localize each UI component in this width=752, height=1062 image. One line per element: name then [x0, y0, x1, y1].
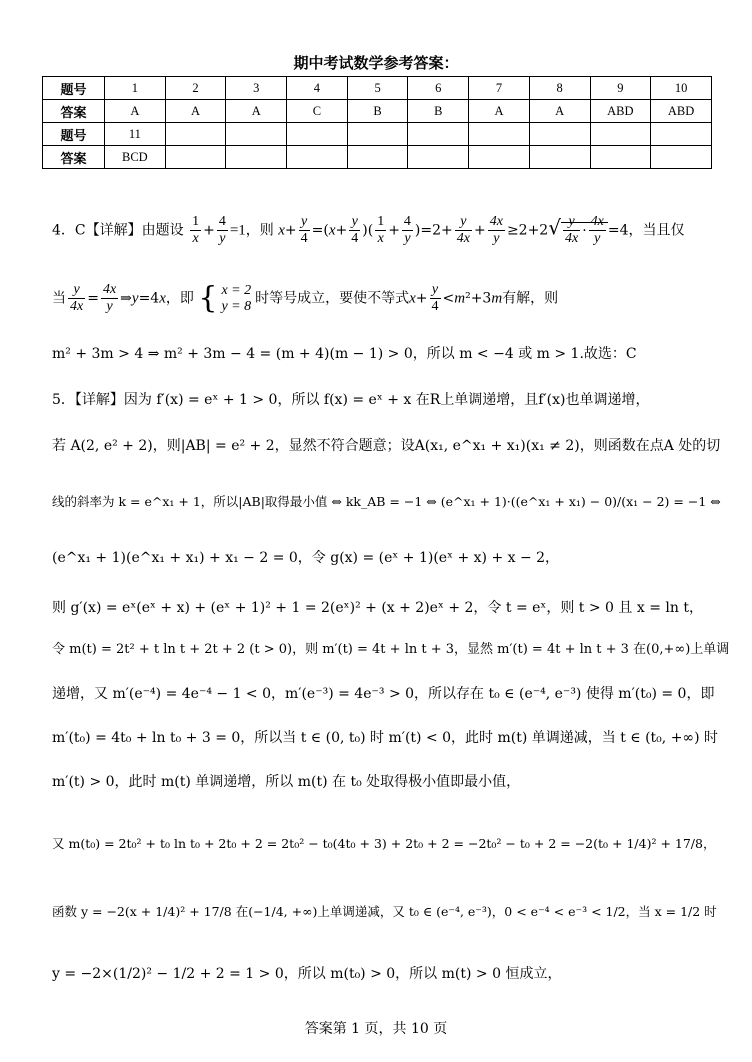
row-label: 答案 [43, 100, 105, 123]
q4-text: 有解，则 [502, 290, 559, 307]
table-cell: B [408, 100, 469, 123]
table-row [43, 77, 712, 100]
table-cell [226, 146, 287, 169]
q5-line-5: 则 g′(x) = eˣ(eˣ + x) + (eˣ + 1)² + 1 = 2(eˣ)² + (x + 2)eˣ + 2，令 t = eˣ，则 t > 0 且 x = ln t， [52, 600, 703, 616]
page-title: 期中考试数学参考答案： [293, 54, 459, 72]
q4-text: ，则 [245, 222, 274, 239]
table-cell: A [165, 100, 226, 123]
fraction: $\frac{4x}{y}$ [489, 214, 503, 246]
table-cell: BCD [105, 146, 166, 169]
q4-text: ，即 [165, 290, 194, 307]
table-cell: 11 [105, 123, 166, 146]
table-cell [165, 123, 226, 146]
table-row [43, 146, 712, 169]
table-cell [165, 146, 226, 169]
table-cell [651, 123, 712, 146]
table-cell: A [529, 100, 590, 123]
table-cell [287, 123, 348, 146]
fraction: $\frac{4}{y}$ [218, 214, 226, 246]
q4-text: 当 [52, 290, 66, 307]
table-cell [226, 123, 287, 146]
q4-line-1: 4．C【详解】由题设 $\frac{1}{x}$ + $\frac{4}{y}$ =1，则 x+ $\frac{y}{4}$ =(x+ $\frac{y}{4}$ )( $\frac{1}{x}$ + $\frac{4}{y}$ )=2+ $\frac{y}{4x}$ + $\frac{4x}{y}$ ≥2+2√ $\frac{y}{4x}$ · $\frac{4x}{y}$ =4，当且仅 [52, 214, 685, 246]
q5-line-8: m′(t₀) = 4t₀ + ln t₀ + 3 = 0，所以当 t ∈ (0, t₀) 时 m′(t) < 0，此时 m(t) 单调递减，当 t ∈ (t₀, +∞) 时 [52, 730, 719, 746]
q4-text: ，当且仅 [628, 222, 685, 239]
q4-line-3: m² + 3m > 4 ⇒ m² + 3m − 4 = (m + 4)(m − 1) > 0，所以 m < −4 或 m > 1.故选：C [52, 346, 637, 362]
table-cell [469, 123, 530, 146]
table-cell: 6 [408, 77, 469, 100]
table-cell [287, 146, 348, 169]
fraction: $\frac{y}{4}$ [431, 282, 439, 314]
q5-line-10: 又 m(t₀) = 2t₀² + t₀ ln t₀ + 2t₀ + 2 = 2t₀² − t₀(4t₀ + 3) + 2t₀ + 2 = −2t₀² − t₀ + 2 = −2(t₀ + 1/4)² + 17/8， [52, 836, 716, 851]
table-cell: ABD [651, 100, 712, 123]
table-row [43, 100, 712, 123]
table-cell: ABD [590, 100, 651, 123]
fraction: $\frac{1}{x}$ [377, 214, 385, 246]
table-cell: 4 [287, 77, 348, 100]
table-cell [590, 123, 651, 146]
fraction: $\frac{y}{4}$ [300, 214, 308, 246]
table-cell [529, 123, 590, 146]
table-cell [529, 146, 590, 169]
page-footer: 答案第 1 页，共 10 页 [304, 1021, 448, 1037]
table-cell: 9 [590, 77, 651, 100]
answer-table [42, 76, 712, 169]
fraction: $\frac{4x}{y}$ [102, 282, 117, 314]
fraction: $\frac{y}{4}$ [351, 214, 359, 246]
table-cell: 3 [226, 77, 287, 100]
table-cell: A [469, 100, 530, 123]
row-label: 题号 [43, 123, 105, 146]
table-cell: A [226, 100, 287, 123]
table-cell: C [287, 100, 348, 123]
q5-line-4: (e^x₁ + 1)(e^x₁ + x₁) + x₁ − 2 = 0，令 g(x) = (eˣ + 1)(eˣ + x) + x − 2， [52, 550, 560, 566]
table-cell: 8 [529, 77, 590, 100]
q5-line-9: m′(t) > 0，此时 m(t) 单调递增，所以 m(t) 在 t₀ 处取得极小值即最小值， [52, 774, 521, 790]
table-cell [590, 146, 651, 169]
fraction: $\frac{y}{4x}$ [564, 214, 579, 246]
table-cell: 5 [347, 77, 408, 100]
table-cell: A [105, 100, 166, 123]
table-cell [408, 146, 469, 169]
q4-text: 时等号成立，要使不等式 [255, 290, 410, 307]
q4-line-2: 当 $\frac{y}{4x}$ = $\frac{4x}{y}$ ⇒y=4x，即 { x = 2 y = 8 时等号成立，要使不等式x+ $\frac{y}{4}$ <m²+3m有解，则 [52, 280, 559, 316]
table-cell: 7 [469, 77, 530, 100]
brace-system: x = 2 y = 8 [221, 282, 252, 314]
q5-line-2: 若 A(2, e² + 2)，则|AB| = e² + 2，显然不符合题意；设A(x₁, e^x₁ + x₁)(x₁ ≠ 2)，则函数在点A 处的切 [52, 438, 721, 454]
q5-line-12: y = −2×(1/2)² − 1/2 + 2 = 1 > 0，所以 m(t₀) > 0，所以 m(t) > 0 恒成立， [52, 966, 562, 982]
q5-line-7: 递增，又 m′(e⁻⁴) = 4e⁻⁴ − 1 < 0，m′(e⁻³) = 4e⁻³ > 0，所以存在 t₀ ∈ (e⁻⁴, e⁻³) 使得 m′(t₀) = 0，即 [52, 686, 715, 702]
fraction: $\frac{1}{x}$ [192, 214, 200, 246]
table-cell: 1 [105, 77, 166, 100]
q4-text: 4．C【详解】由题设 [52, 222, 184, 239]
q5-line-11: 函数 y = −2(x + 1/4)² + 17/8 在(−1/4, +∞)上单调递减，又 t₀ ∈ (e⁻⁴, e⁻³)，0 < e⁻⁴ < e⁻³ < 1/2，当 x = 1/2 时 [52, 904, 717, 919]
table-cell [651, 146, 712, 169]
table-cell [347, 146, 408, 169]
q5-line-3: 线的斜率为 k = e^x₁ + 1，所以|AB|取得最小值 ⇔ kk_AB = −1 ⇔ (e^x₁ + 1)·((e^x₁ + x₁) − 0)/(x₁ − 2) = −1 ⇔ [52, 494, 721, 509]
fraction: $\frac{4x}{y}$ [590, 214, 604, 246]
q5-line-1: 5．【详解】因为 f′(x) = eˣ + 1 > 0，所以 f(x) = eˣ + x 在R上单调递增，且f′(x)也单调递增， [52, 392, 650, 408]
fraction: $\frac{y}{4x}$ [70, 282, 84, 314]
table-row [43, 123, 712, 146]
table-cell: B [347, 100, 408, 123]
table-cell [347, 123, 408, 146]
table-cell: 10 [651, 77, 712, 100]
row-label: 答案 [43, 146, 105, 169]
fraction: $\frac{4}{y}$ [403, 214, 411, 246]
table-cell: 2 [165, 77, 226, 100]
fraction: $\frac{y}{4x}$ [456, 214, 470, 246]
q5-line-6: 令 m(t) = 2t² + t ln t + 2t + 2 (t > 0)，则 m′(t) = 4t + ln t + 3，显然 m′(t) = 4t + ln t + 3 在(0,+∞)上单调 [52, 642, 730, 657]
table-cell [408, 123, 469, 146]
table-cell [469, 146, 530, 169]
row-label: 题号 [43, 77, 105, 100]
